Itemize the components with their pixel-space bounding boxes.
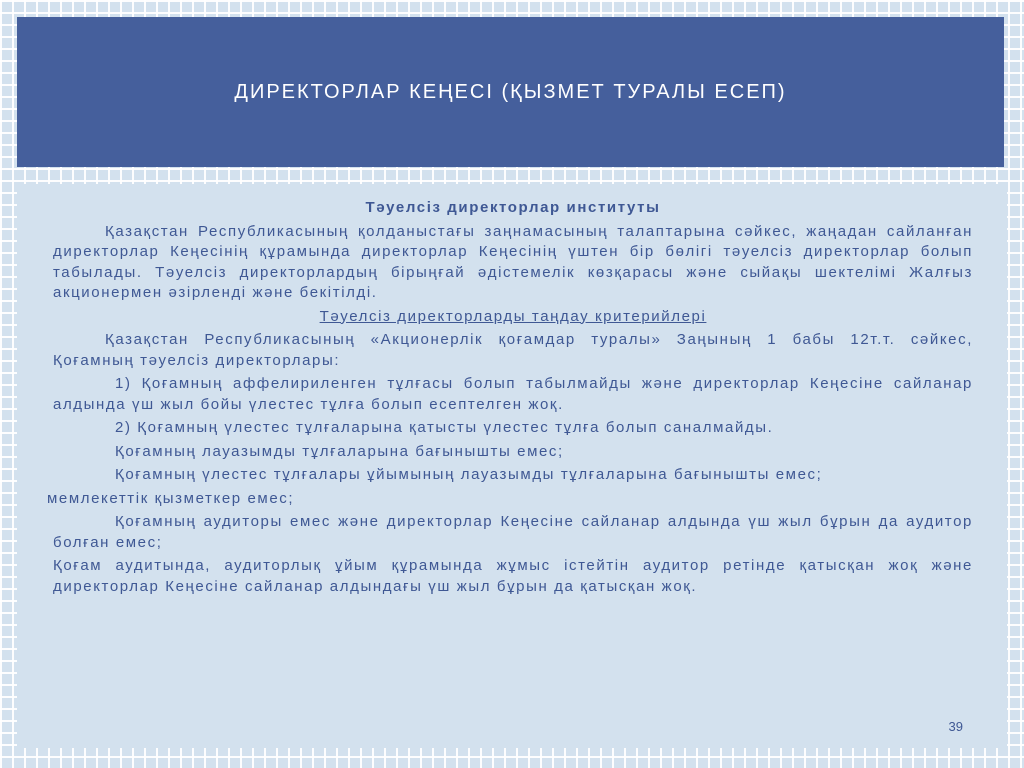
criteria-item-1: 1) Қоғамның аффелириленген тұлғасы болып табылмайды және директорлар Кеңесіне сайланар алдында үш жыл бойы үлестес тұлға болып есептелген жоқ. [53, 375, 973, 413]
criteria-item-4: Қоғамның үлестес тұлғалары ұйымының лауазымды тұлғаларына бағынышты емес; [115, 466, 823, 483]
criteria-subheading: Тәуелсіз директорларды таңдау критерийлері [319, 307, 707, 325]
section-heading: Тәуелсіз директорлар институты [365, 199, 661, 216]
slide-title: ДИРЕКТОРЛАР КЕҢЕСІ (ҚЫЗМЕТ ТУРАЛЫ ЕСЕП) [234, 80, 787, 103]
title-bar [17, 17, 1004, 167]
criteria-item-6: Қоғамның аудиторы емес және директорлар Кеңесіне сайланар алдында үш жыл бұрын да аудитор болған емес; [53, 513, 973, 551]
criteria-item-5: мемлекеттік қызметкер емес; [47, 489, 295, 507]
criteria-item-2: 2) Қоғамның үлестес тұлғаларына қатысты үлестес тұлға болып саналмайды. [115, 419, 774, 436]
content-panel [17, 184, 1007, 748]
paragraph-law: Қазақстан Республикасының «Акционерлік қоғамдар туралы» Заңының 1 бабы 12т.т. сәйкес, Қоғамның тәуелсіз директорлары: [53, 331, 973, 369]
page-number: 39 [948, 719, 963, 734]
paragraph-intro: Қазақстан Республикасының қолданыстағы заңнамасының талаптарына сәйкес, жаңадан сайланған директорлар Кеңесінің құрамында директорлар Кеңесінің үштен бір бөлігі тәуелсіз директорлар болып табылады. Тәуелсіз директорлардың бірыңғай әдістемелік көзқарасы және сыйақы шектелімі Жалғыз акционермен әзірленді және бекітілді. [53, 222, 973, 301]
criteria-item-3: Қоғамның лауазымды тұлғаларына бағынышты емес; [115, 442, 564, 460]
slide-body [47, 198, 973, 600]
criteria-item-7: Қоғам аудитында, аудиторлық ұйым құрамында жұмыс істейтін аудитор ретінде қатысқан жоқ және директорлар Кеңесіне сайланар алдындағы үш жыл бұрын да қатысқан жоқ. [53, 557, 973, 595]
